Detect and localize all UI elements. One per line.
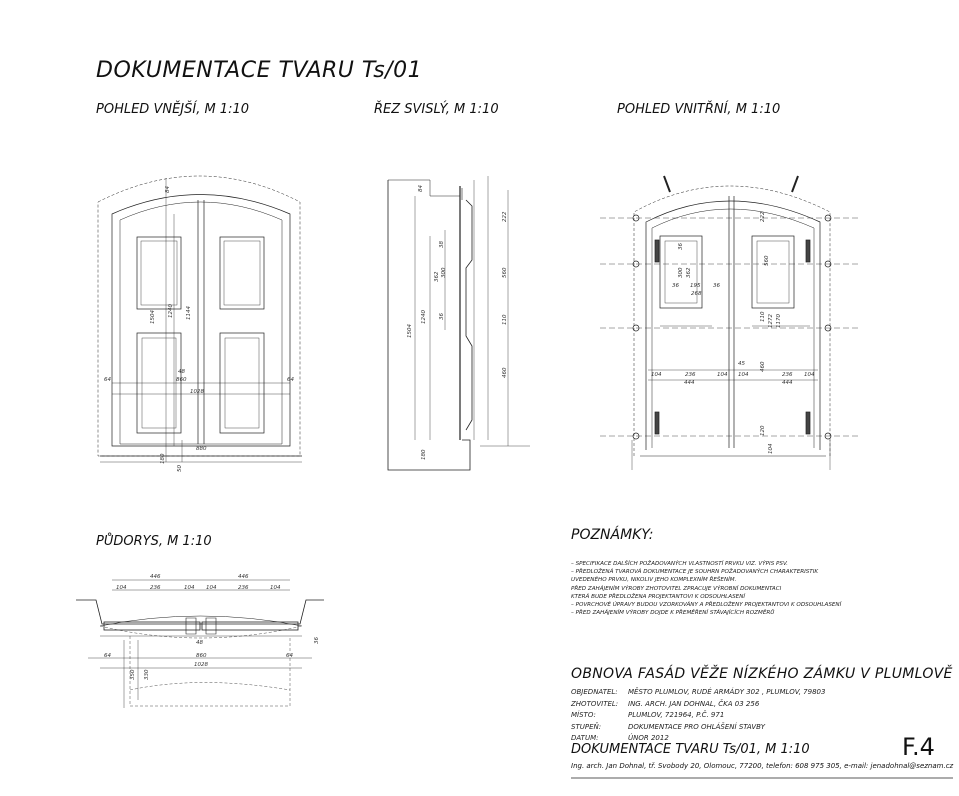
dim-label: 195 (690, 283, 701, 289)
section-view-title: ŘEZ SVISLÝ, M 1:10 (374, 102, 499, 117)
info-value: PLUMLOV, 721964, P.Č. 971 (628, 711, 725, 719)
dim-label: 84 (418, 185, 424, 192)
info-value: ÚNOR 2012 (628, 734, 669, 742)
sheet-subtitle: DOKUMENTACE TVARU Ts/01, M 1:10 (571, 742, 810, 757)
dim-label: 64 (104, 377, 111, 383)
notes-heading: POZNÁMKY: (571, 527, 654, 543)
dim-label: 1272 (768, 314, 774, 328)
note-line: KTERÁ BUDE PŘEDLOŽENA PROJEKTANTOVI K ODSOUHLASENÍ (571, 593, 746, 600)
dim-label: 446 (150, 574, 161, 580)
dim-label: 1170 (776, 314, 782, 328)
dim-label: 362 (434, 271, 440, 282)
dim-label: 180 (421, 449, 427, 460)
dim-label: 444 (684, 380, 695, 386)
info-value: DOKUMENTACE PRO OHLÁŠENÍ STAVBY (628, 722, 766, 731)
dim-label: 104 (206, 585, 217, 591)
dim-label: 560 (502, 267, 508, 278)
section-drawing (388, 176, 530, 470)
dim-label: 1028 (194, 662, 208, 668)
dim-label: 1240 (168, 304, 174, 318)
dim-label: 104 (184, 585, 195, 591)
dim-label: 36 (314, 637, 320, 644)
dim-label: 444 (782, 380, 793, 386)
interior-door-drawing (600, 176, 860, 470)
dim-label: 362 (686, 267, 692, 278)
dim-label: 1504 (150, 310, 156, 324)
dim-label: 180 (160, 453, 166, 464)
dim-label: 236 (150, 585, 161, 591)
dim-label: 560 (764, 255, 770, 266)
plan-view-title: PŮDORYS, M 1:10 (96, 534, 212, 549)
dim-label: 446 (238, 574, 249, 580)
dim-label: 64 (286, 653, 293, 659)
note-line: – SPECIFIKACE DALŠÍCH POŽADOVANÝCH VLASTNOSTÍ PRVKU VIZ. VÝPIS PSV. (571, 561, 788, 567)
info-key: OBJEDNATEL: (571, 688, 618, 696)
page-title: DOKUMENTACE TVARU Ts/01 (96, 58, 423, 83)
exterior-door-drawing (98, 176, 302, 462)
dim-label: 104 (270, 585, 281, 591)
info-key: MÍSTO: (571, 711, 596, 719)
dim-label: 860 (196, 653, 207, 659)
sheet-number: F.4 (902, 733, 935, 761)
author-contact: Ing. arch. Jan Dohnal, tř. Svobody 20, Olomouc, 77200, telefon: 608 975 305, e-mail: jenadohnal@seznam.cz (571, 762, 954, 770)
dim-label: 236 (685, 372, 696, 378)
dim-label: 1504 (407, 324, 413, 338)
dim-label: 104 (116, 585, 127, 591)
dim-label: 860 (176, 377, 187, 383)
dim-label: 350 (130, 669, 136, 680)
dim-label: 104 (768, 443, 774, 454)
dim-label: 104 (738, 372, 749, 378)
project-title: OBNOVA FASÁD VĚŽE NÍZKÉHO ZÁMKU V PLUMLOVĚ (571, 666, 953, 682)
dim-label: 64 (287, 377, 294, 383)
dim-label: 460 (502, 367, 508, 378)
dim-label: 36 (678, 243, 684, 250)
dim-label: 104 (717, 372, 728, 378)
dim-label: 300 (441, 267, 447, 278)
dim-label: 236 (782, 372, 793, 378)
exterior-view-title: POHLED VNĚJŠÍ, M 1:10 (96, 102, 250, 117)
dim-label: 222 (502, 211, 508, 222)
dim-label: 110 (502, 314, 508, 325)
dim-label: 64 (104, 653, 111, 659)
dim-label: 50 (177, 465, 183, 472)
note-line: – PŘED ZAHÁJENÍM VÝROBY DOJDE K PŘEMĚŘENÍ STÁVAJÍCÍCH ROZMĚRŮ (571, 610, 775, 617)
dim-label: 38 (439, 241, 445, 248)
dim-label: 104 (651, 372, 662, 378)
dim-label: 36 (439, 313, 445, 320)
project-info (571, 687, 825, 745)
info-key: STUPEŇ: (571, 722, 602, 731)
interior-view-title: POHLED VNITŘNÍ, M 1:10 (617, 102, 781, 117)
note-line: – POVRCHOVÉ ÚPRAVY BUDOU VZORKOVÁNY A PŘEDLOŽENY PROJEKTANTOVI K ODSOUHLASENÍ (571, 602, 842, 609)
info-value: ING. ARCH. JAN DOHNAL, ČKA 03 256 (628, 699, 760, 708)
dim-label: 1240 (421, 310, 427, 324)
notes-list (571, 560, 841, 617)
dim-label: 1144 (186, 306, 192, 320)
dim-label: 36 (713, 283, 720, 289)
note-line: – PŘEDLOŽENÁ TVAROVÁ DOKUMENTACE JE SOUHRN POŽADOVANÝCH CHARAKTERISTIK (571, 569, 819, 576)
note-line: UVEDENÉHO PRVKU, NIKOLIV JEHO KOMPLEXNÍM ŘEŠENÍM. (571, 577, 737, 584)
dim-label: 36 (672, 283, 679, 289)
dim-label: 104 (804, 372, 815, 378)
dim-label: 268 (691, 291, 702, 297)
dim-label: 460 (760, 361, 766, 372)
info-value: MĚSTO PLUMLOV, RUDÉ ARMÁDY 302 , PLUMLOV, 79803 (628, 688, 826, 696)
dim-label: 222 (760, 211, 766, 222)
dim-label: 48 (196, 640, 203, 646)
dim-label: 120 (760, 425, 766, 436)
dim-label: 330 (144, 669, 150, 680)
info-key: ZHOTOVITEL: (571, 699, 619, 708)
dim-label: 880 (196, 446, 207, 452)
dim-label: 236 (238, 585, 249, 591)
dim-label: 300 (678, 267, 684, 278)
dim-label: 1028 (190, 389, 204, 395)
dim-label: 110 (760, 311, 766, 322)
dim-label: 48 (178, 369, 185, 375)
dim-label: 45 (738, 361, 745, 367)
info-key: DATUM: (571, 734, 599, 742)
dim-label: 84 (165, 186, 171, 193)
note-line: PŘED ZAHÁJENÍM VÝROBY ZHOTOVITEL ZPRACUJE VÝROBNÍ DOKUMENTACI (571, 585, 782, 592)
